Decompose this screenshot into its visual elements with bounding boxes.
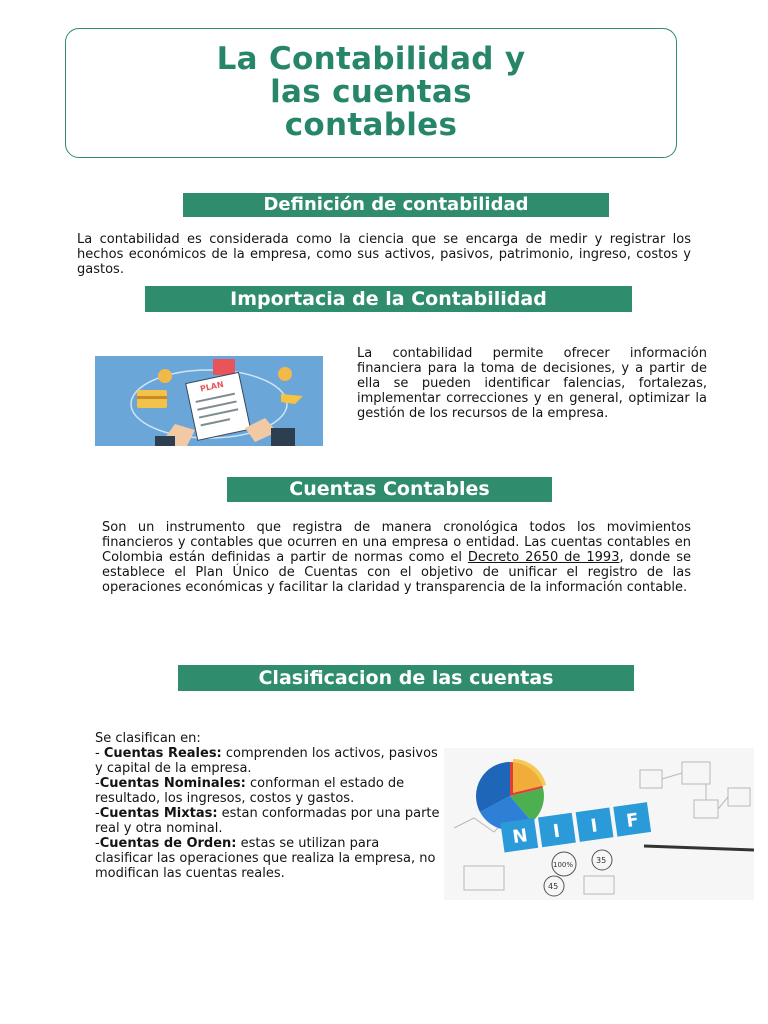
- niif-tag-2: 35: [596, 856, 607, 865]
- cuentas-heading: Cuentas Contables: [227, 477, 552, 502]
- clasificacion-intro: Se clasifican en:: [95, 731, 201, 746]
- definicion-text: La contabilidad es considerada como la ciencia que se encarga de medir y registrar los hechos económicos de la empresa, como sus activos, pasivos, patrimonio, ingreso, costos y gastos.: [77, 232, 691, 277]
- list-item: [95, 746, 440, 776]
- list-item-label: Cuentas de Orden:: [99, 836, 237, 851]
- list-item-label: Cuentas Mixtas:: [99, 806, 218, 821]
- title-line-1: La Contabilidad y: [216, 41, 526, 77]
- list-item-prefix: -: [95, 806, 100, 821]
- niif-tag-3: 45: [548, 882, 559, 891]
- list-item-text: estan conformadas por una parte real y otra nominal.: [95, 806, 440, 836]
- title-line-2: las cuentas: [270, 74, 472, 110]
- cuentas-text: [102, 520, 691, 595]
- list-item-prefix: -: [95, 776, 100, 791]
- list-item-label: Cuentas Nominales:: [99, 776, 246, 791]
- plan-label: PLAN: [199, 379, 225, 394]
- decreto-link[interactable]: Decreto 2650 de 1993: [467, 550, 620, 565]
- list-item-text: comprenden los activos, pasivos y capital de la empresa.: [95, 746, 438, 776]
- niif-illustration: [444, 748, 754, 900]
- title-line-3: contables: [284, 107, 458, 143]
- list-item-text: estas se utilizan para clasificar las operaciones que realiza la empresa, no modifican las cuentas reales.: [95, 836, 436, 881]
- clasificacion-list: [95, 731, 440, 881]
- cuentas-text-1: Son un instrumento que registra de manera cronológica todos los movimientos financieros y contables que ocurren en una empresa o entidad. Las cuentas contables en Colombia están definidas a partir de normas como el: [102, 520, 691, 565]
- list-item-label: Cuentas Reales:: [103, 746, 222, 761]
- list-item: [95, 836, 440, 881]
- list-item-text: conforman el estado de resultado, los ingresos, costos y gastos.: [95, 776, 405, 806]
- niif-illustration-svg: [444, 748, 754, 900]
- list-item-prefix: -: [95, 746, 104, 761]
- plan-illustration: [95, 356, 323, 446]
- niif-letter-f: F: [624, 809, 641, 833]
- niif-tag-1: 100%: [553, 861, 574, 869]
- plan-illustration-svg: [95, 356, 323, 446]
- niif-letter-i2: I: [589, 815, 599, 838]
- page-title: [66, 43, 676, 142]
- cuentas-text-2: , donde se establece el Plan Único de Cuentas con el objetivo de unificar el registro de las operaciones económicas y facilitar la claridad y transparencia de la información contable.: [102, 550, 691, 595]
- importancia-heading: Importacia de la Contabilidad: [145, 286, 632, 312]
- niif-letter-n: N: [511, 825, 529, 849]
- list-item-prefix: -: [95, 836, 100, 851]
- importancia-text: La contabilidad permite ofrecer información financiera para la toma de decisiones, y a partir de ella se pueden identificar falencias, fortalezas, implementar correcciones y en general, optimizar la gestión de los recursos de la empresa.: [357, 346, 707, 421]
- title-box: [65, 28, 677, 158]
- list-item: [95, 806, 440, 836]
- niif-letter-i1: I: [551, 820, 562, 843]
- list-item: [95, 776, 440, 806]
- definicion-heading: Definición de contabilidad: [183, 193, 609, 217]
- clasificacion-heading: Clasificacion de las cuentas: [178, 665, 634, 691]
